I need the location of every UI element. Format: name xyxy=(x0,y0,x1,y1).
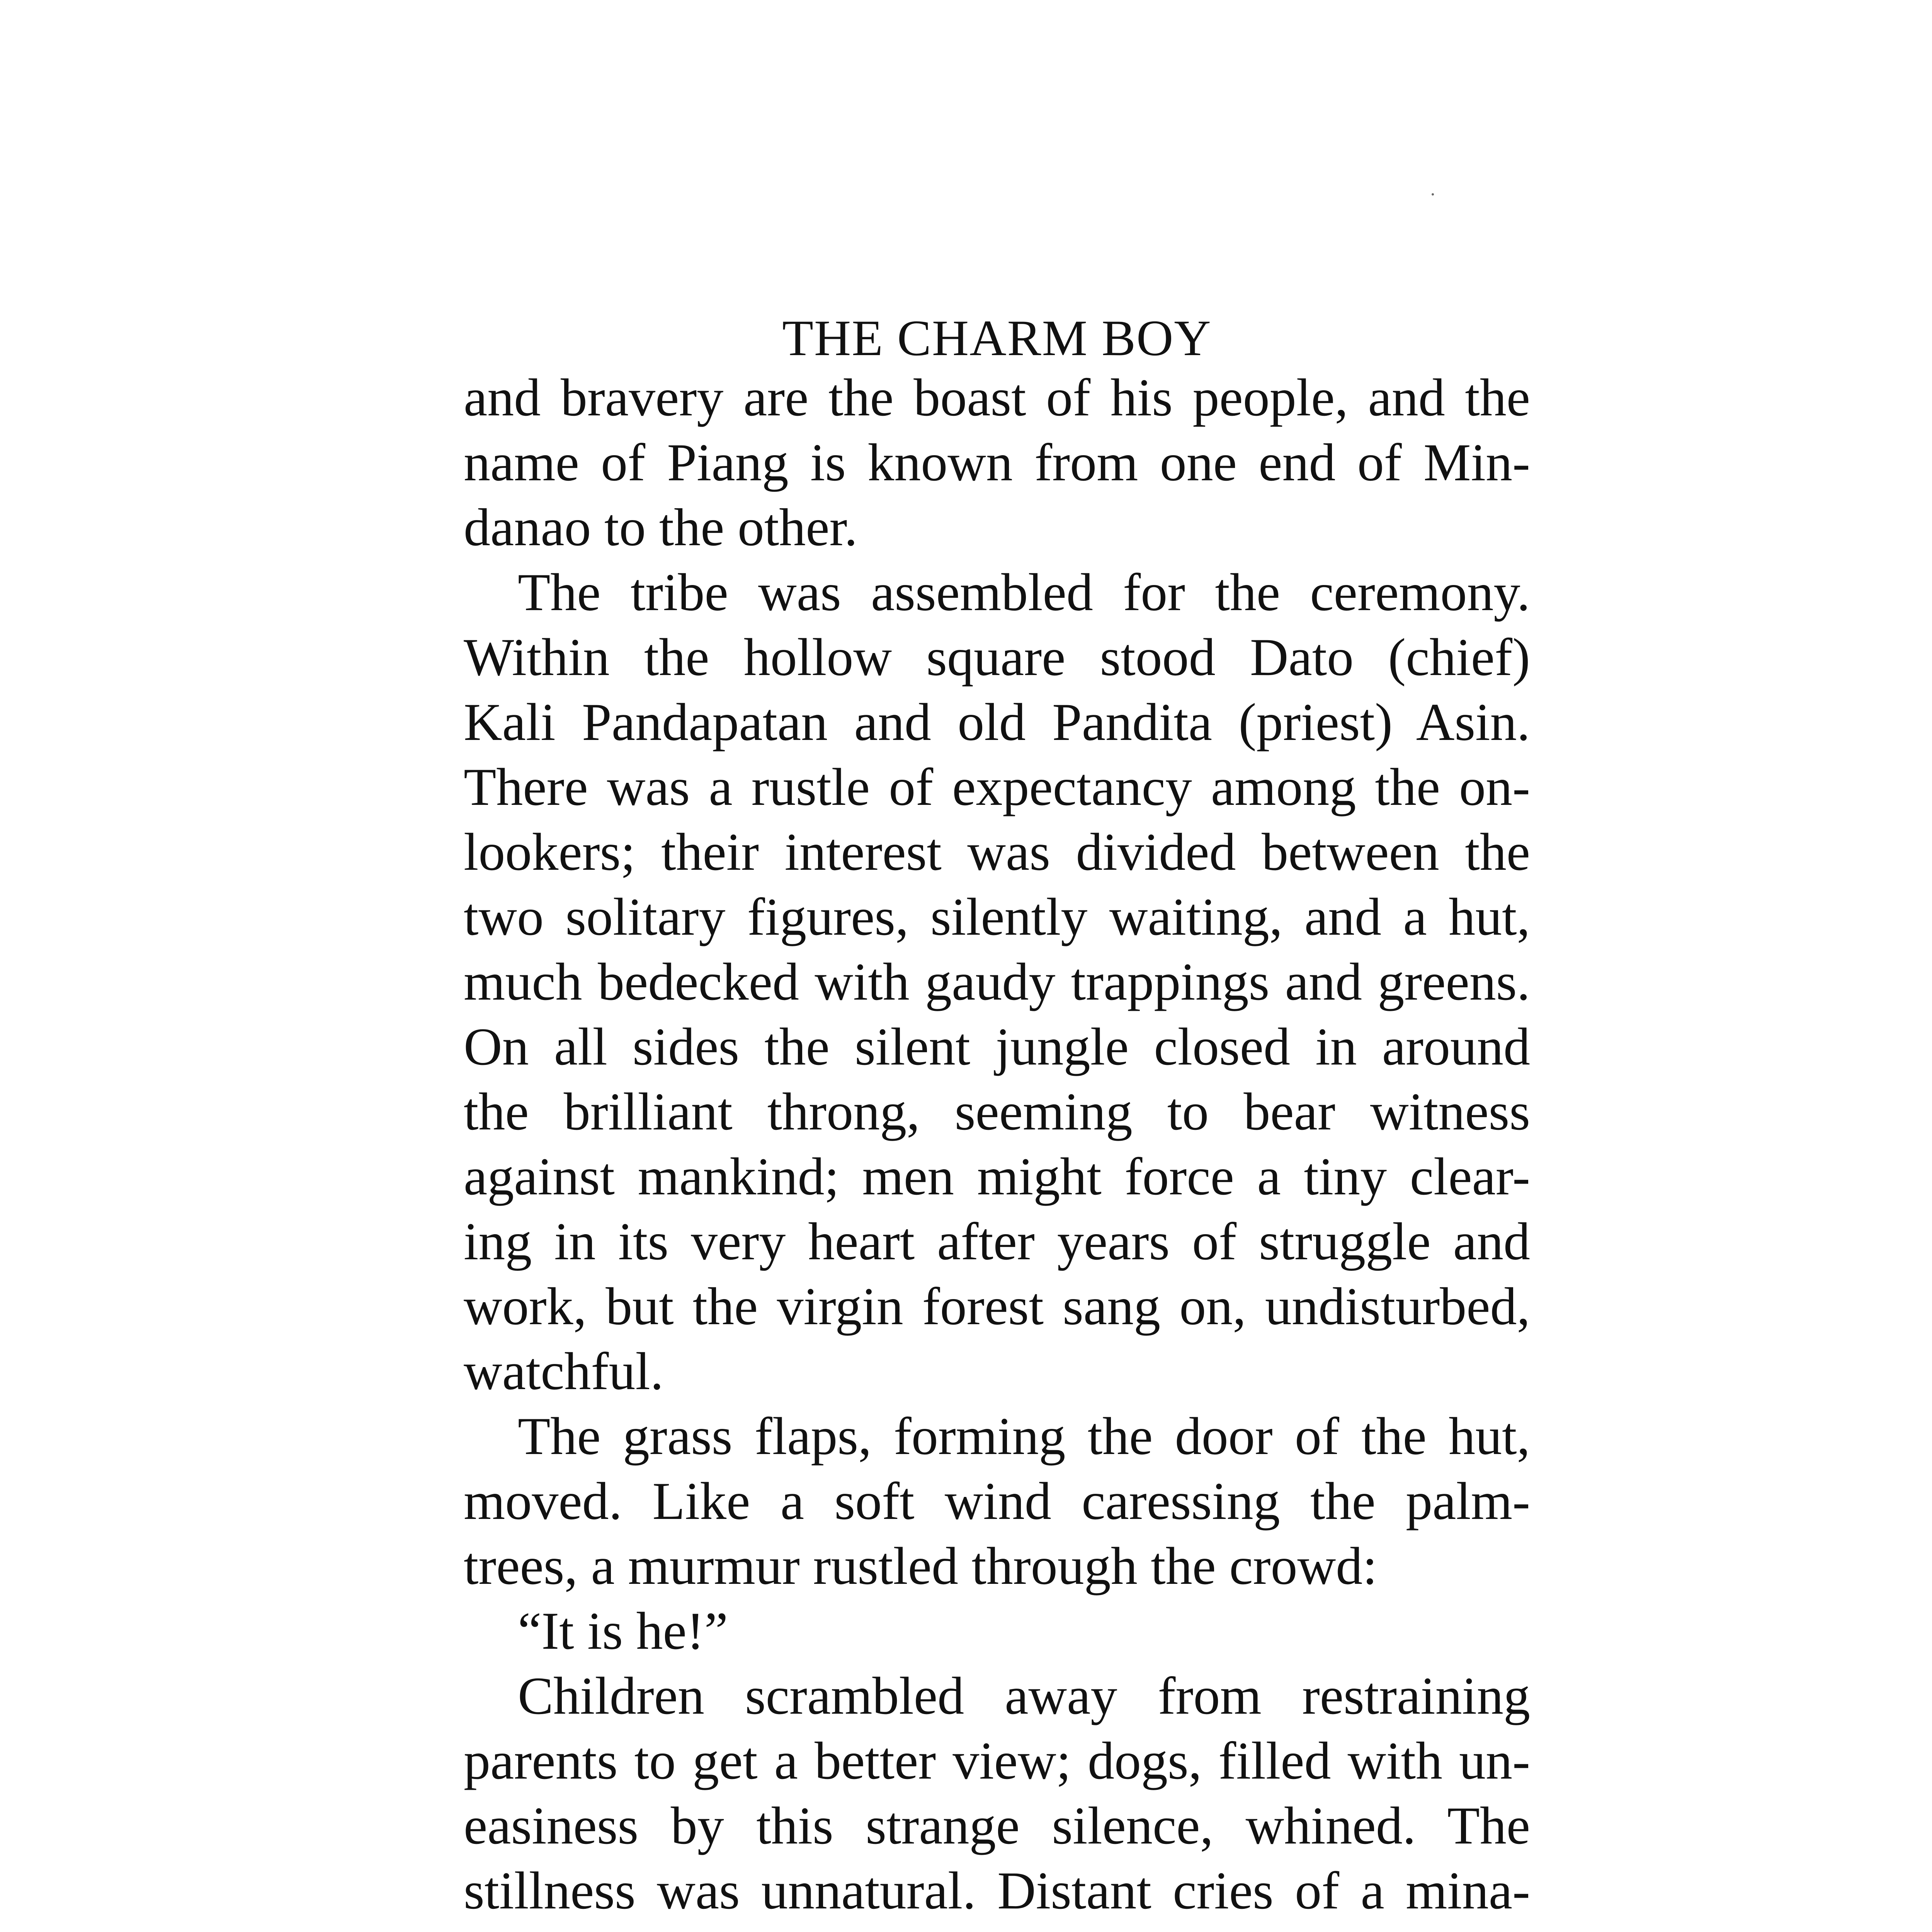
text-line: and bravery are the boast of his people, and the xyxy=(464,368,1530,427)
text-line: Children scrambled away from restraining xyxy=(518,1666,1530,1725)
text-line: against mankind; men might force a tiny clear- xyxy=(464,1147,1530,1206)
text-line: Within the hollow square stood Dato (chief) xyxy=(464,628,1530,687)
body-text xyxy=(464,365,1530,1923)
text-line: ing in its very heart after years of struggle and xyxy=(464,1212,1530,1271)
text-line: Kali Pandapatan and old Pandita (priest) Asin. xyxy=(464,692,1530,752)
text-line: the brilliant throng, seeming to bear witness xyxy=(464,1082,1530,1141)
text-line: work, but the virgin forest sang on, undisturbed, xyxy=(464,1277,1530,1336)
text-line: “It is he!” xyxy=(518,1601,728,1660)
running-head: THE CHARM BOY xyxy=(782,310,1212,366)
text-line: two solitary figures, silently waiting, and a hut, xyxy=(464,887,1530,946)
text-line: There was a rustle of expectancy among the on- xyxy=(464,757,1530,816)
text-line: easiness by this strange silence, whined. The xyxy=(464,1796,1530,1855)
text-line: danao to the other. xyxy=(464,498,858,557)
text-line: The tribe was assembled for the ceremony. xyxy=(518,563,1530,622)
text-line: On all sides the silent jungle closed in around xyxy=(464,1017,1530,1076)
text-line: stillness was unnatural. Distant cries of a mina- xyxy=(464,1861,1530,1920)
text-line: much bedecked with gaudy trappings and greens. xyxy=(464,952,1530,1011)
text-line: lookers; their interest was divided between the xyxy=(464,822,1530,881)
text-line: trees, a murmur rustled through the crowd: xyxy=(464,1536,1378,1595)
text-line: watchful. xyxy=(464,1342,664,1401)
text-line: moved. Like a soft wind caressing the palm- xyxy=(464,1471,1530,1531)
text-line: parents to get a better view; dogs, filled with un- xyxy=(464,1731,1530,1790)
text-line: name of Piang is known from one end of Min- xyxy=(464,433,1530,492)
text-line: The grass flaps, forming the door of the hut, xyxy=(518,1406,1530,1466)
scan-speck-top xyxy=(1432,193,1434,196)
